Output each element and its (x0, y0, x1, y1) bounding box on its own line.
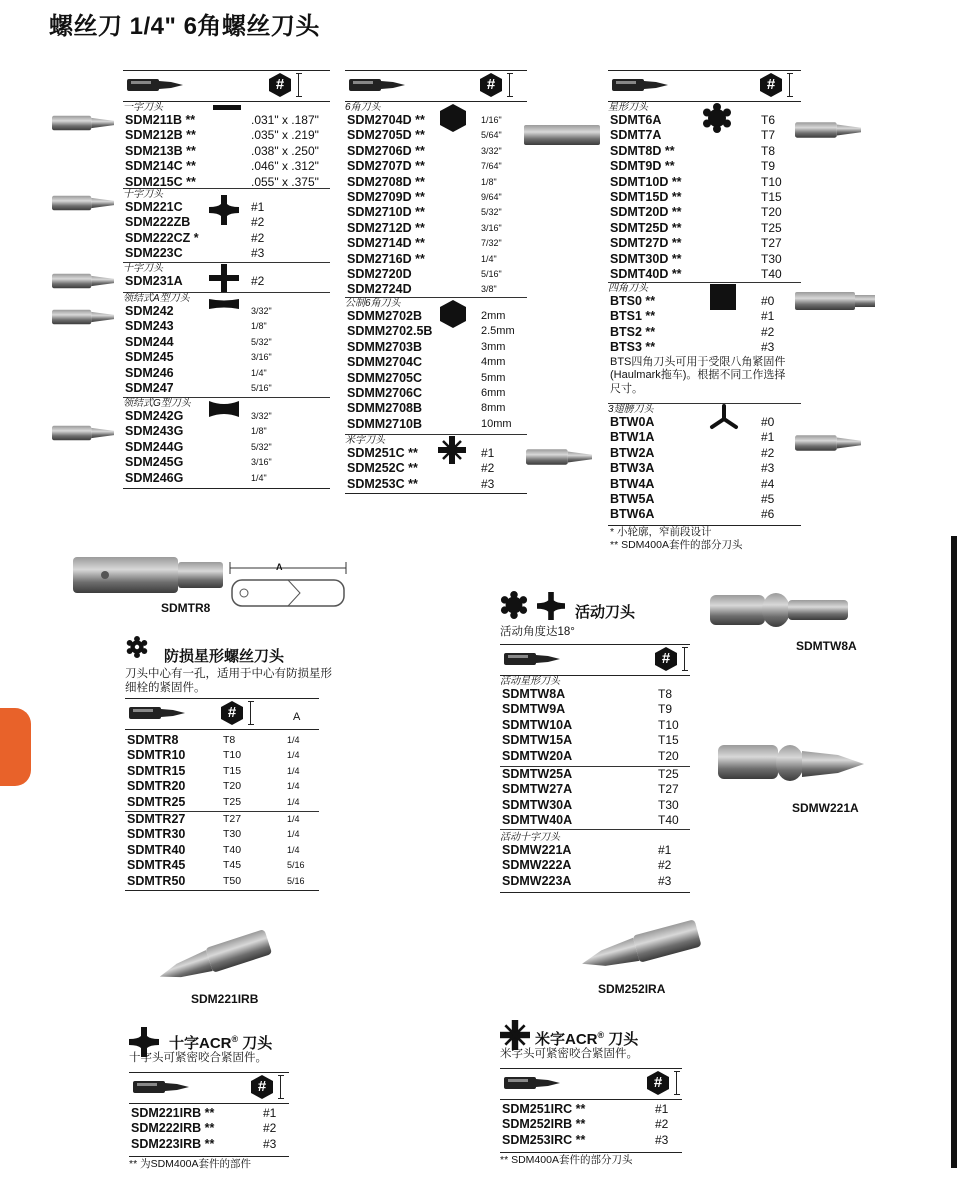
length-icon (278, 1075, 284, 1099)
table-row: SDM2709D ** 9/64" (347, 189, 502, 204)
acr-pozi-rows (500, 1100, 682, 1153)
section-title: 领结式G型刀头 (123, 398, 191, 409)
square-bit-note: BTS四角刀头可用于受限八角紧固件(Haulmark拖车)。根据不同工作选择尺寸。 (610, 355, 786, 395)
table-row: SDM244 5/32" (125, 334, 272, 349)
table-row: BTW5A #5 (610, 491, 775, 506)
tamper-dimension-diagram (228, 558, 348, 610)
table-row: SDMM2710B 10mm (347, 416, 512, 431)
acr-phillips-description: 十字头可紧密咬合紧固件。 (129, 1052, 267, 1064)
table-row: SDM212B ** .035" x .219" (125, 128, 319, 143)
dimension-label: A (276, 562, 283, 572)
acr-pozi-photo-caption: SDM252IRA (598, 982, 666, 996)
length-icon (674, 1071, 680, 1095)
bit-icon (127, 78, 183, 92)
table-row: SDM244G 5/32" (125, 439, 272, 454)
table-row: SDM245 3/16" (125, 350, 272, 365)
section-title: 活动星形刀头 (500, 676, 560, 687)
bit-icon (349, 78, 405, 92)
table-row: SDMTW9A T9 (502, 702, 673, 717)
acr-pozi-table (500, 1068, 682, 1167)
table-row: BTW2A #2 (610, 445, 775, 460)
hex-size-icon: # (653, 646, 679, 672)
length-icon (682, 647, 688, 671)
bit-icon (133, 1080, 189, 1094)
table-row: SDMM2708B 8mm (347, 401, 506, 416)
table-row: SDMTR20 T20 1/4 (127, 779, 300, 794)
table-row: SDM246G 1/4" (125, 470, 267, 485)
table-row: SDM211B ** .031" x .187" (125, 113, 319, 127)
table-row: SDMTW8A T8 (502, 687, 673, 701)
bowtie-a-bit-photo (52, 306, 114, 328)
table-row: SDM2710D ** 5/32" (347, 205, 502, 220)
table-row: SDM2724D 3/8" (347, 282, 497, 297)
column-header (123, 70, 330, 102)
hex-size-icon: # (219, 700, 245, 726)
table-row: SDM2712D ** 3/16" (347, 220, 502, 235)
table-row: SDMTW10A T10 (502, 717, 679, 732)
phillips-heading-icon (537, 592, 565, 620)
table-row: SDMT15D ** T15 (610, 189, 782, 204)
section-title: 十字刀头 (123, 189, 163, 200)
hex-size-icon: # (267, 72, 293, 98)
torx-heading-icon (500, 591, 528, 619)
table-row: SDM245G 3/16" (125, 455, 272, 470)
section-tri-wing (608, 404, 801, 526)
swivel-description: 活动角度达18° (500, 626, 575, 638)
table-row: SDM213B ** .038" x .250" (125, 143, 319, 158)
acr-phillips-heading: 十字ACR® 刀头 (169, 1034, 273, 1052)
torx-bit-photo (795, 118, 861, 142)
table-row: SDMTR30 T30 1/4 (127, 827, 300, 842)
table-row: SDM247 5/16" (125, 380, 272, 395)
footnote: ** SDM400A套件的部分刀头 (610, 539, 743, 551)
table-row: SDM246 1/4" (125, 365, 267, 380)
table-row: SDM2714D ** 7/32" (347, 236, 502, 251)
bit-icon (129, 706, 185, 720)
section-slotted (123, 102, 330, 189)
table-row: BTW1A #1 (610, 430, 775, 445)
hex-size-icon: # (249, 1074, 275, 1100)
table-row: SDM2706D ** 3/32" (347, 143, 502, 158)
section-tab (0, 708, 31, 786)
table-row: SDM2707D ** 7/64" (347, 159, 502, 174)
table-row: SDMT8D ** T8 (610, 143, 776, 158)
phillips-bit-photo (52, 192, 114, 214)
section-square (608, 283, 801, 404)
section-title: 十字刀头 (123, 263, 163, 274)
table-row: SDMM2703B 3mm (347, 339, 506, 354)
acr-phillips-bit-photo (157, 930, 272, 988)
footnote: ** SDM400A套件的部分刀头 (500, 1154, 633, 1166)
table-row: SDM243 1/8" (125, 319, 267, 334)
column-header (125, 698, 319, 730)
table-row: SDM221C #1 (125, 200, 265, 214)
section-pozi (345, 435, 527, 494)
tamper-description: 刀头中心有一孔，适用于中心有防损星形细栓的紧固件。 (125, 668, 332, 694)
column-header (500, 1068, 682, 1100)
section-title: 领结式A型刀头 (123, 293, 190, 304)
table-row: SDMTW30A T30 (502, 797, 679, 812)
table-row: SDM2708D ** 1/8" (347, 174, 497, 189)
table-row: SDMTW15A T15 (502, 733, 679, 748)
table-row: SDMT10D ** T10 (610, 174, 782, 189)
swivel-torx-bit-photo (710, 589, 848, 631)
table-row: SDMTR45 T45 5/16 (127, 858, 305, 873)
table-row: SDM2704D ** 1/16" (347, 113, 502, 127)
swivel-table (500, 644, 690, 893)
table-row: BTW3A #3 (610, 461, 775, 476)
table-row: SDM252C ** #2 (347, 461, 495, 476)
tamper-torx-bit-photo (73, 553, 223, 597)
section-title: 活动十字刀头 (500, 832, 560, 843)
table-row: SDM2705D ** 5/64" (347, 128, 502, 143)
hex-size-icon: # (478, 72, 504, 98)
table-row: SDMM2702B 2mm (347, 309, 506, 323)
section-title: 6角刀头 (345, 102, 381, 113)
acr-pozi-bit-photo (580, 918, 702, 978)
table-row: SDMTR25 T25 1/4 (127, 794, 300, 809)
table-row: SDM253IRC ** #3 (502, 1132, 669, 1147)
table-row: SDMT6A T6 (610, 113, 776, 127)
acr-pozi-description: 米字头可紧密咬合紧固件。 (500, 1048, 638, 1060)
cross-bit-photo (52, 270, 114, 292)
acr-pozi-heading: 米字ACR® 刀头 (535, 1030, 639, 1048)
section-title: 米字刀头 (345, 435, 385, 446)
table-row: SDMM2702.5B 2.5mm (347, 324, 515, 339)
section-hex-inch (345, 102, 527, 298)
table-row: BTW6A #6 (610, 507, 775, 522)
pozi-heading-icon (500, 1020, 530, 1050)
table-row: SDMTR50 T50 5/16 (127, 873, 305, 888)
table-row: SDMTR15 T15 1/4 (127, 763, 300, 778)
section-torx (608, 102, 801, 283)
column-a-header: A (293, 711, 301, 723)
section-hex-metric (345, 298, 527, 435)
column-header (500, 644, 690, 676)
table-row: SDMW221A #1 (502, 843, 672, 857)
page-title: 螺丝刀 1/4" 6角螺丝刀头 (49, 13, 320, 40)
pozi-bit-photo (526, 445, 592, 469)
tamper-heading: 防损星形螺丝刀头 (164, 648, 285, 665)
table-row: SDM242 3/32" (125, 304, 272, 318)
table-row: SDMT20D ** T20 (610, 205, 782, 220)
table-row: SDMTR10 T10 1/4 (127, 748, 300, 763)
footnote: * 小轮廓，窄前段设计 (610, 526, 712, 538)
bowtie-g-bit-photo (52, 422, 114, 444)
column-header (608, 70, 801, 102)
length-icon (296, 73, 302, 97)
table-row: SDMT27D ** T27 (610, 236, 782, 251)
table-row: SDM221IRB ** #1 (131, 1106, 277, 1120)
table-row: BTS2 ** #2 (610, 324, 775, 339)
table-row: SDMTR8 T8 1/4 (127, 733, 300, 747)
table-row: SDM222IRB ** #2 (131, 1121, 277, 1136)
table-row: SDMTR27 T27 1/4 (127, 812, 300, 826)
table-row: SDMM2706C 6mm (347, 385, 506, 400)
hex-size-icon: # (758, 72, 784, 98)
table-row: SDM215C ** .055" x .375" (125, 174, 319, 189)
table-row: SDM214C ** .046" x .312" (125, 159, 319, 174)
section-title: 四角刀头 (608, 283, 648, 294)
table-row: SDMW222A #2 (502, 858, 672, 873)
table-row: SDM251C ** #1 (347, 446, 495, 460)
table-row: SDMT25D ** T25 (610, 220, 782, 235)
table-row: SDM223IRB ** #3 (131, 1136, 277, 1151)
table-row: BTW0A #0 (610, 415, 775, 429)
square-bit-photo (795, 289, 875, 313)
table-row: SDMM2704C 4mm (347, 355, 506, 370)
column-header (345, 70, 527, 102)
section-bowtie-a (123, 293, 330, 398)
column-header (129, 1072, 289, 1104)
table-row: SDMTR40 T40 1/4 (127, 842, 300, 857)
column-3 (608, 70, 801, 552)
torx-heading-icon (126, 636, 148, 658)
section-cross (123, 263, 330, 293)
column-1 (123, 70, 330, 489)
table-row: SDMT9D ** T9 (610, 159, 776, 174)
tamper-rows (125, 730, 319, 812)
table-row: SDMTW25A T25 (502, 767, 679, 781)
length-icon (507, 73, 513, 97)
length-icon (248, 701, 254, 725)
table-row: SDM253C ** #3 (347, 476, 495, 491)
table-row: BTS3 ** #3 (610, 340, 775, 355)
section-title: 一字刀头 (123, 102, 163, 113)
section-swivel-torx-2 (500, 767, 690, 830)
table-row: SDM243G 1/8" (125, 424, 267, 439)
tamper-photo-caption: SDMTR8 (161, 601, 211, 615)
table-row: SDMT7A T7 (610, 128, 776, 143)
section-phillips (123, 189, 330, 263)
bit-icon (504, 1076, 560, 1090)
table-row: SDMT30D ** T30 (610, 251, 782, 266)
section-title: 3翅膀刀头 (608, 404, 654, 415)
tri-wing-bit-photo (795, 431, 861, 455)
bit-icon (504, 652, 560, 666)
swivel-photo-caption: SDMW221A (792, 801, 859, 815)
table-row: SDMW223A #3 (502, 873, 672, 888)
table-row: SDMT40D ** T40 (610, 266, 782, 281)
column-2 (345, 70, 527, 494)
swivel-photo-caption: SDMTW8A (796, 639, 857, 653)
acr-phillips-photo-caption: SDM221IRB (191, 992, 259, 1006)
footnote: ** 为SDM400A套件的部件 (129, 1158, 251, 1170)
swivel-heading: 活动刀头 (575, 604, 636, 621)
hex-size-icon: # (645, 1070, 671, 1096)
table-row: SDM251IRC ** #1 (502, 1102, 669, 1116)
table-row: SDM231A #2 (125, 274, 265, 288)
section-title: 星形刀头 (608, 102, 648, 113)
table-row: BTW4A #4 (610, 476, 775, 491)
hex-bit-photo (524, 122, 600, 148)
slotted-bit-photo (52, 112, 114, 134)
table-row: BTS1 ** #1 (610, 309, 775, 324)
tamper-rows (125, 812, 319, 891)
page-edge-bar (951, 536, 957, 1168)
slotted-tip-icon (213, 105, 241, 111)
table-row: SDM242G 3/32" (125, 409, 272, 423)
table-row: SDMTW20A T20 (502, 748, 679, 763)
table-row: BTS0 ** #0 (610, 294, 775, 308)
table-row: SDMTW40A T40 (502, 813, 679, 828)
table-row: SDM2720D 5/16" (347, 266, 502, 281)
table-row: SDM252IRB ** #2 (502, 1117, 669, 1132)
table-row: SDM222CZ * #2 (125, 230, 265, 245)
section-swivel-torx (500, 676, 690, 767)
tamper-table (125, 698, 319, 891)
table-row: SDM222ZB #2 (125, 215, 265, 230)
bit-icon (612, 78, 668, 92)
section-swivel-phillips (500, 832, 690, 893)
section-bowtie-g (123, 398, 330, 489)
length-icon (787, 73, 793, 97)
acr-phillips-rows (129, 1104, 289, 1157)
section-title: 公制6角刀头 (345, 298, 401, 309)
table-row: SDMM2705C 5mm (347, 370, 506, 385)
table-row: SDM223C #3 (125, 246, 265, 261)
table-row: SDM2716D ** 1/4" (347, 251, 497, 266)
acr-phillips-table (129, 1072, 289, 1171)
table-row: SDMTW27A T27 (502, 782, 679, 797)
swivel-phillips-bit-photo (718, 741, 864, 787)
